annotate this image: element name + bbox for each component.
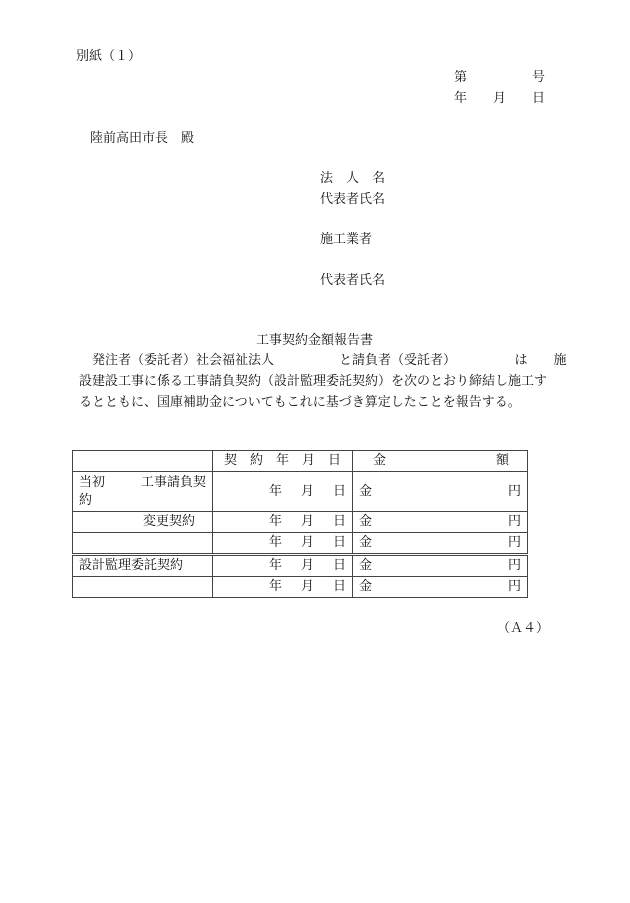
year-unit: 年 [269, 483, 283, 499]
table-row [73, 533, 528, 555]
body-line-1: 発注者（委託者）社会福祉法人 と請負者（受託者） は 施 [92, 353, 567, 368]
row-amount [353, 577, 528, 598]
month-unit: 月 [300, 535, 314, 550]
number-prefix: 第 [454, 70, 468, 85]
day-unit: 日 [332, 514, 346, 529]
table-row [73, 555, 528, 577]
day-unit: 日 [332, 483, 346, 499]
table-header-blank [73, 451, 213, 472]
table-row [73, 512, 528, 533]
row-label-blank [73, 577, 213, 598]
row-date [213, 533, 353, 555]
amount-prefix: 金 [359, 579, 373, 594]
representative-name-label: 代表者氏名 [320, 192, 386, 207]
amount-prefix: 金 [359, 535, 373, 550]
header-amount-left: 金 [373, 453, 387, 468]
month-unit: 月 [300, 579, 314, 594]
year-unit: 年 [269, 535, 283, 550]
date-year: 年 [454, 91, 468, 106]
table-header-row [73, 451, 528, 472]
row-date [213, 472, 353, 512]
day-unit: 日 [332, 535, 346, 550]
amount-prefix: 金 [359, 558, 373, 573]
body-line-3: るとともに、国庫補助金についてもこれに基づき算定したことを報告する。 [79, 395, 521, 410]
row-amount [353, 512, 528, 533]
yen-unit: 円 [507, 483, 521, 499]
month-unit: 月 [300, 558, 314, 573]
body-line-2: 設建設工事に係る工事請負契約（設計監理委託契約）を次のとおり締結し施工す [79, 374, 548, 389]
table-row [73, 577, 528, 598]
contractor-label: 施工業者 [320, 232, 373, 247]
year-unit: 年 [269, 514, 283, 529]
yen-unit: 円 [507, 535, 521, 550]
yen-unit: 円 [507, 558, 521, 573]
table-header-date: 契 約 年 月 日 [213, 451, 353, 472]
document-title: 工事契約金額報告書 [256, 333, 374, 348]
date-day: 日 [532, 91, 546, 106]
row-label-blank [73, 533, 213, 555]
row-label-design-supervision: 設計監理委託契約 [73, 555, 213, 577]
day-unit: 日 [332, 558, 346, 573]
header-amount-right: 額 [495, 453, 509, 468]
amount-prefix: 金 [359, 514, 373, 529]
month-unit: 月 [300, 483, 314, 499]
year-unit: 年 [269, 579, 283, 594]
date-month: 月 [493, 91, 507, 106]
number-suffix: 号 [532, 70, 546, 85]
contractor-representative-label: 代表者氏名 [320, 273, 386, 288]
table-row [73, 472, 528, 512]
yen-unit: 円 [507, 579, 521, 594]
row-date [213, 577, 353, 598]
row-amount [353, 533, 528, 555]
row-label-initial: 当初 [79, 475, 106, 490]
yen-unit: 円 [507, 514, 521, 529]
row-label-construction-contract: 工事請負契 [140, 475, 206, 490]
day-unit: 日 [332, 579, 346, 594]
row-date [213, 555, 353, 577]
row-amount [353, 472, 528, 512]
attachment-label: 別紙（１） [76, 49, 142, 64]
paper-size-footer: （Ａ４） [497, 621, 550, 636]
addressee: 陸前高田市長 殿 [90, 131, 195, 146]
contract-amount-table [72, 450, 528, 598]
table-header-amount [353, 451, 528, 472]
year-unit: 年 [269, 558, 283, 573]
corp-name-label: 法 人 名 [320, 171, 386, 186]
row-label-initial-contract [73, 472, 213, 512]
row-amount [353, 555, 528, 577]
row-label-change-contract: 変更契約 [73, 512, 213, 533]
row-label-contract-tail: 約 [79, 493, 93, 508]
month-unit: 月 [300, 514, 314, 529]
amount-prefix: 金 [359, 483, 373, 499]
row-date [213, 512, 353, 533]
